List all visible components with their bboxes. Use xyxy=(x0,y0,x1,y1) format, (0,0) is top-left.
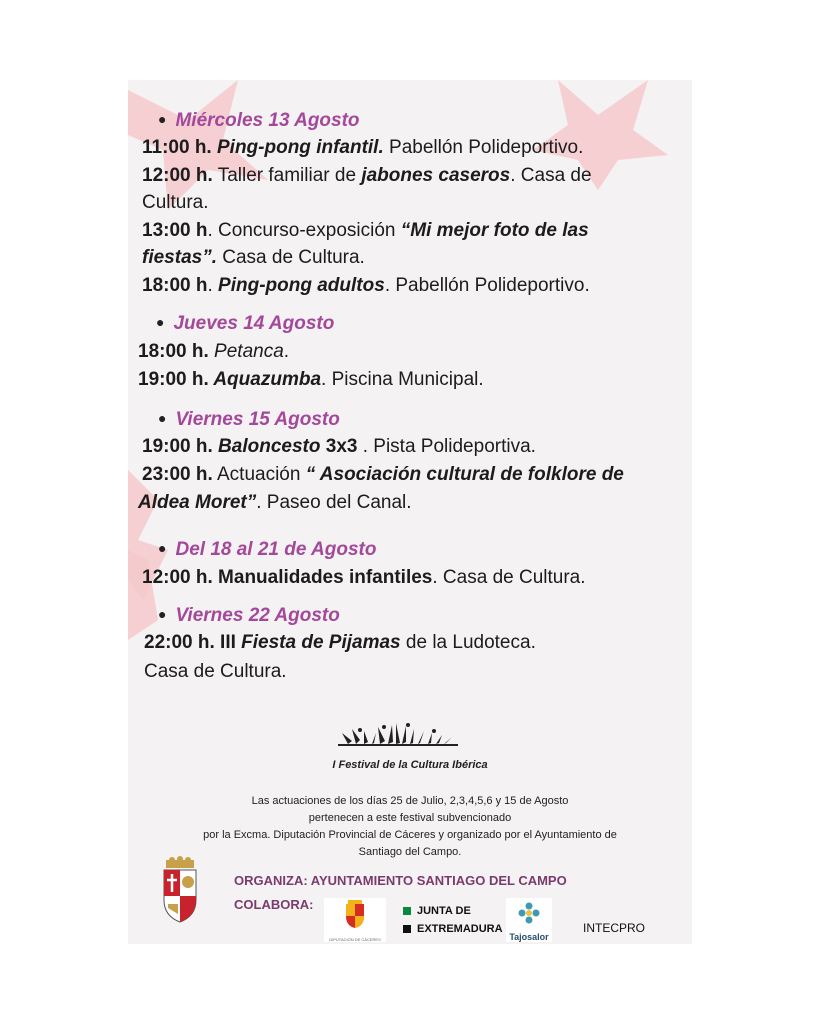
poster-content xyxy=(128,80,692,944)
event-line-continued: Cultura. xyxy=(142,192,209,213)
event-line: 18:00 h. Petanca. xyxy=(138,341,290,362)
event-line-continued: fiestas”. Casa de Cultura. xyxy=(142,247,365,268)
event-line: 13:00 h. Concurso-exposición “Mi mejor foto de las xyxy=(142,220,589,241)
black-square-icon xyxy=(403,925,411,933)
note-line: por la Excma. Diputación Provincial de Cáceres y organizado por el Ayuntamiento de xyxy=(203,829,617,841)
diputacion-emblem-icon xyxy=(324,898,386,932)
diputacion-logo xyxy=(324,898,386,942)
day-label: Jueves 14 Agosto xyxy=(173,313,335,334)
event-line: 22:00 h. III Fiesta de Pijamas de la Ludoteca. xyxy=(144,632,536,653)
bullet-icon: ● xyxy=(158,540,167,556)
tajosalor-logo: Tajosalor xyxy=(506,898,552,942)
day-label: Viernes 22 Agosto xyxy=(175,605,340,626)
festival-title: I Festival de la Cultura Ibérica xyxy=(332,759,488,771)
diputacion-caption: DIPUTACIÓN DE CÁCERES xyxy=(329,937,381,942)
event-line-continued: Casa de Cultura. xyxy=(144,661,287,682)
colabora-label: COLABORA: xyxy=(234,897,314,912)
bullet-icon: ● xyxy=(158,410,167,426)
event-line: 12:00 h. Manualidades infantiles. Casa de Cultura. xyxy=(142,567,586,588)
bullet-icon: ● xyxy=(158,111,167,127)
tajosalor-flower-icon xyxy=(517,901,541,925)
town-crest-icon xyxy=(160,856,200,926)
leaf-ornament-icon xyxy=(338,721,458,749)
event-line-continued: Aldea Moret”. Paseo del Canal. xyxy=(138,492,412,513)
junta-extremadura-logo: JUNTA DE EXTREMADURA xyxy=(403,902,503,938)
day-label: Viernes 15 Agosto xyxy=(175,409,340,430)
festival-poster xyxy=(128,80,692,944)
day-heading xyxy=(158,539,376,561)
bullet-icon: ● xyxy=(156,314,165,330)
day-heading xyxy=(158,110,360,132)
event-line: 19:00 h. Aquazumba. Piscina Municipal. xyxy=(138,369,484,390)
note-line: pertenecen a este festival subvencionado xyxy=(308,812,512,824)
event-line: 23:00 h. Actuación “ Asociación cultural de folklore de xyxy=(142,464,624,485)
day-heading xyxy=(158,409,340,431)
event-line: 11:00 h. Ping-pong infantil. Pabellón Polideportivo. xyxy=(142,137,584,158)
day-label: Miércoles 13 Agosto xyxy=(175,110,360,131)
day-label: Del 18 al 21 de Agosto xyxy=(175,539,377,560)
event-line: 19:00 h. Baloncesto 3x3 . Pista Polideportiva. xyxy=(142,436,536,457)
event-line: 18:00 h. Ping-pong adultos. Pabellón Polideportivo. xyxy=(142,275,590,296)
event-line: 12:00 h. Taller familiar de jabones caseros. Casa de xyxy=(142,165,592,186)
intecpro-logo: INTECPRO xyxy=(583,921,646,935)
day-heading xyxy=(158,605,340,627)
note-line: Las actuaciones de los días 25 de Julio, 2,3,4,5,6 y 15 de Agosto xyxy=(251,795,569,807)
green-square-icon xyxy=(403,907,411,915)
day-heading xyxy=(156,313,334,335)
organiza-text: ORGANIZA: AYUNTAMIENTO SANTIAGO DEL CAMPO xyxy=(234,873,567,888)
note-line: Santiago del Campo. xyxy=(358,846,462,858)
bullet-icon: ● xyxy=(158,606,167,622)
